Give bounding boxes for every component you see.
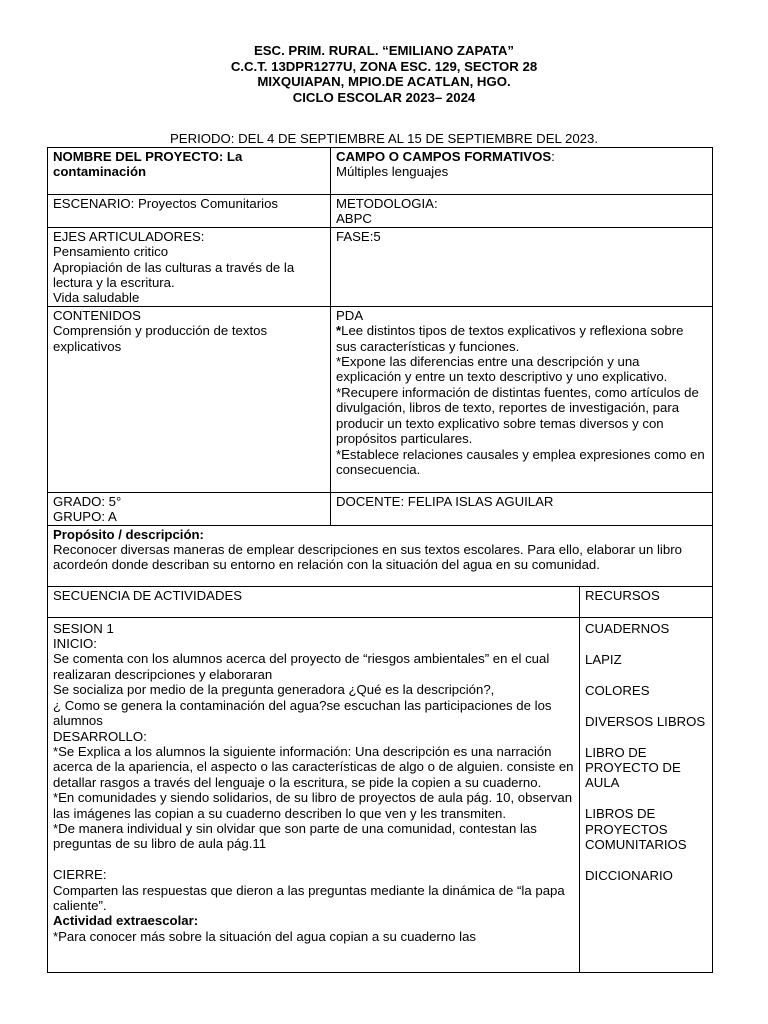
- school-header: [0, 43, 768, 105]
- purpose-label: Propósito / descripción:: [53, 526, 204, 542]
- axes-cell: [48, 227, 331, 306]
- axis-item: Apropiación de las culturas a través de la lectura y la escritura.: [53, 259, 295, 291]
- pda-label: PDA: [336, 307, 364, 323]
- start-label: INICIO:: [53, 636, 97, 652]
- session-title: SESION 1: [53, 620, 114, 636]
- row-scenario: [48, 195, 713, 228]
- phase-cell: FASE:5: [331, 227, 713, 306]
- start-paragraph: Se comenta con los alumnos acerca del proyecto de “riesgos ambientales” en el cual realizaran descripciones y elaboraran: [53, 651, 550, 682]
- contents-label: CONTENIDOS: [53, 307, 141, 323]
- methodology-cell: [331, 195, 713, 228]
- school-cycle: CICLO ESCOLAR 2023– 2024: [292, 89, 476, 105]
- session-cell: [48, 617, 580, 972]
- pda-cell: [331, 306, 713, 492]
- extracurricular-paragraph: *Para conocer más sobre la situación del agua copian a su cuaderno las: [53, 928, 476, 944]
- resource-item: CUADERNOS: [585, 620, 670, 636]
- grade-value: GRADO: 5°: [53, 493, 122, 509]
- resources-header: RECURSOS: [580, 586, 713, 617]
- resources-cell: [580, 617, 713, 972]
- resource-item: DIVERSOS LIBROS: [585, 713, 706, 729]
- formative-fields-cell: CAMPO O CAMPOS FORMATIVOS: Múltiples lenguajes: [331, 148, 713, 195]
- school-location: MIXQUIAPAN, MPIO.DE ACATLAN, HGO.: [257, 74, 511, 89]
- teacher-cell: DOCENTE: FELIPA ISLAS AGUILAR: [331, 492, 713, 525]
- pda-item: *Establece relaciones causales y emplea expresiones como en consecuencia.: [336, 446, 705, 477]
- development-paragraph: *De manera individual y sin olvidar que son parte de una comunidad, contestan las preguntas de su libro de aula pág.11: [53, 820, 537, 852]
- project-name-cell: [48, 148, 331, 195]
- pda-item: *Expone las diferencias entre una descripción y una explicación y entre un texto descriptivo y uno explicativo.: [336, 354, 668, 385]
- closing-paragraph: Comparten las respuestas que dieron a las preguntas mediante la dinámica de “la papa caliente”.: [53, 882, 565, 913]
- period-line: PERIODO: DEL 4 DE SEPTIEMBRE AL 15 DE SEPTIEMBRE DEL 2023.: [169, 131, 598, 146]
- methodology-label: METODOLOGIA:: [336, 196, 438, 211]
- axes-label: EJES ARTICULADORES:: [53, 228, 205, 244]
- resource-item: LIBRO DE PROYECTO DE AULA: [585, 744, 681, 791]
- development-paragraph: *En comunidades y siendo solidarios, de su libro de proyectos de aula pág. 10, observan las imágenes las copian a su cuaderno describen lo que ven y les transmiten.: [53, 790, 573, 821]
- row-axes: [48, 227, 713, 306]
- purpose-text: Reconocer diversas maneras de emplear descripciones en sus textos escolares. Para ello, elaborar un libro acordeón donde describan su entorno en relación con la situación del agua en su comunidad.: [53, 542, 682, 573]
- resource-item: COLORES: [585, 682, 650, 698]
- group-value: GRUPO: A: [53, 509, 117, 525]
- sequence-header: SECUENCIA DE ACTIVIDADES: [48, 586, 580, 617]
- extracurricular-label: Actividad extraescolar:: [53, 913, 199, 929]
- pda-item: *Recupere información de distintas fuentes, como artículos de divulgación, libros de texto, reportes de investigación, para producir un texto explicativo sobre temas diversos y con propósitos particulares.: [336, 384, 699, 447]
- formative-fields-value: Múltiples lenguajes: [336, 164, 449, 180]
- start-paragraph: Se socializa por medio de la pregunta generadora ¿Qué es la descripción?,: [53, 682, 495, 698]
- school-name: ESC. PRIM. RURAL. “EMILIANO ZAPATA”: [253, 43, 515, 58]
- row-sequence-header: [48, 586, 713, 617]
- project-name: NOMBRE DEL PROYECTO: La contaminación: [53, 149, 243, 180]
- pda-item: *Lee distintos tipos de textos explicativos y reflexiona sobre sus características y funciones.: [336, 323, 684, 354]
- scenario-cell: ESCENARIO: Proyectos Comunitarios: [48, 195, 331, 228]
- row-purpose: [48, 525, 713, 586]
- axis-item: Pensamiento critico: [53, 244, 169, 260]
- purpose-cell: [48, 525, 713, 586]
- axis-item: Vida saludable: [53, 290, 140, 306]
- grade-cell: [48, 492, 331, 525]
- planning-table: [47, 147, 713, 973]
- contents-value: Comprensión y producción de textos explicativos: [53, 323, 268, 354]
- row-project: [48, 148, 713, 195]
- row-contents: [48, 306, 713, 492]
- row-session: [48, 617, 713, 972]
- methodology-value: ABPC: [336, 211, 372, 227]
- formative-fields-label: CAMPO O CAMPOS FORMATIVOS: [336, 149, 552, 164]
- development-paragraph: *Se Explica a los alumnos la siguiente información: Una descripción es una narración acerca de la apariencia, el aspecto o las características de algo o de alguien. consiste en detallar rasgos a través del lenguaje o la escritura, se pide la copien a su cuaderno.: [53, 743, 574, 790]
- closing-label: CIERRE:: [53, 867, 107, 883]
- resource-item: LAPIZ: [585, 651, 622, 667]
- development-label: DESARROLLO:: [53, 728, 147, 744]
- contents-cell: [48, 306, 331, 492]
- school-cct: C.C.T. 13DPR1277U, ZONA ESC. 129, SECTOR 28: [230, 58, 538, 74]
- start-paragraph: ¿ Como se genera la contaminación del agua?se escuchan las participaciones de los alumnos: [53, 697, 552, 729]
- resource-item: LIBROS DE PROYECTOS COMUNITARIOS: [585, 806, 687, 853]
- row-grade: [48, 492, 713, 525]
- resource-item: DICCIONARIO: [585, 868, 673, 884]
